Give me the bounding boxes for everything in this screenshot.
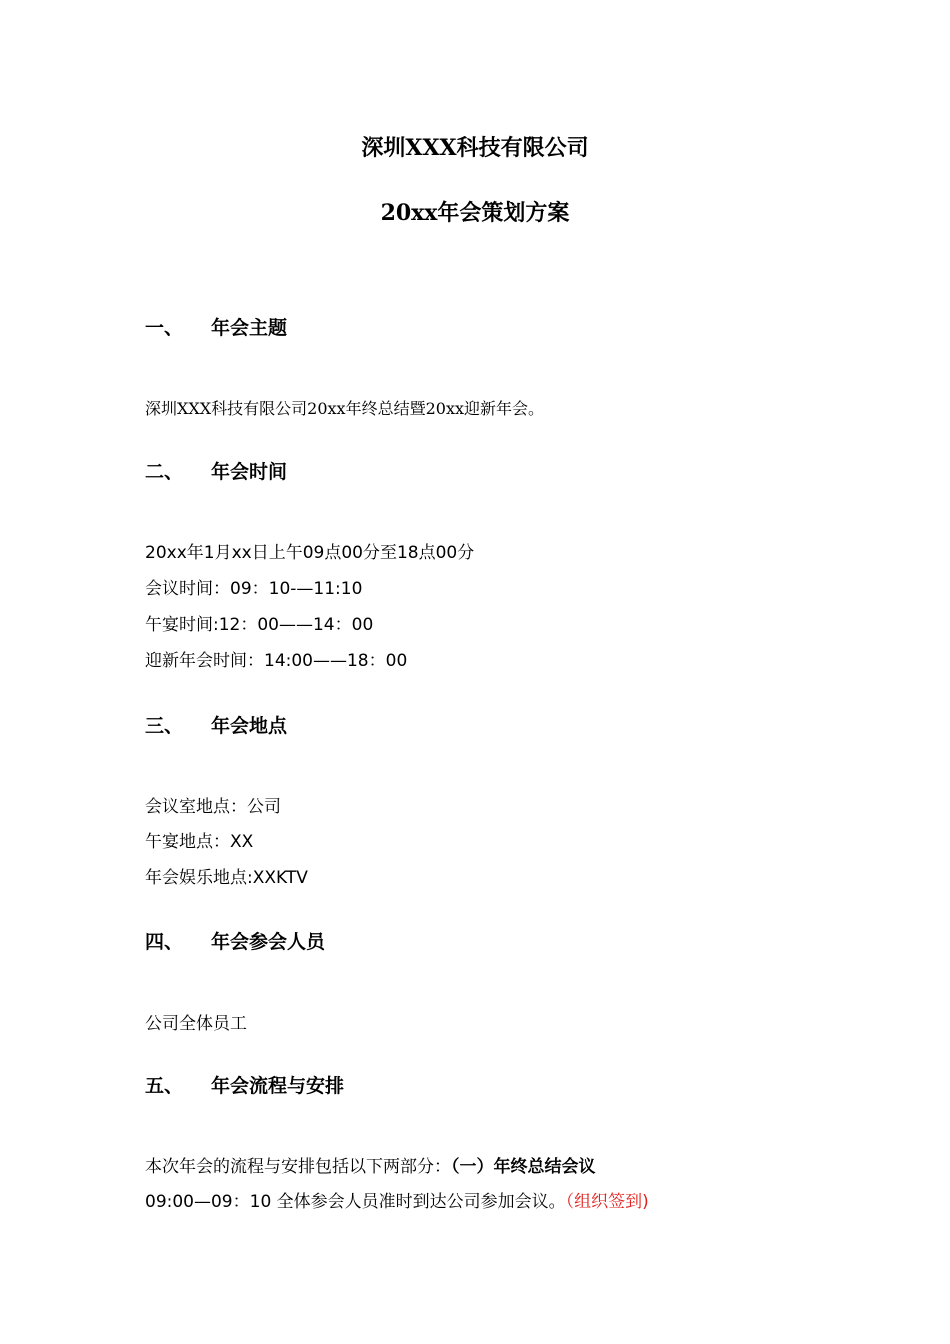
schedule-part-one-title: （一）年终总结会议 [451, 1157, 596, 1177]
section-title: 年会流程与安排 [211, 1075, 345, 1097]
section-heading-attendees [145, 929, 325, 955]
location-line-party: 年会娱乐地点:XXKTV [145, 868, 308, 888]
time-line-party: 迎新年会时间：14:00——18：00 [145, 651, 408, 671]
section-title: 年会参会人员 [211, 931, 326, 953]
time-line-meeting: 会议时间：09：10-—11:10 [145, 579, 363, 599]
time-line-date: 20xx年1月xx日上午09点00分至18点00分 [145, 543, 475, 563]
location-line-lunch: 午宴地点：XX [145, 832, 254, 852]
section-number: 四、 [145, 931, 184, 953]
section-number: 一、 [145, 317, 184, 339]
document-subtitle: 20xx年会策划方案 [380, 200, 570, 226]
schedule-step-text: 09:00—09：10 全体参会人员准时到达公司参加会议。 [145, 1192, 566, 1212]
schedule-step [145, 1190, 649, 1214]
schedule-step-note: （组织签到) [565, 1192, 649, 1212]
document-title: 深圳XXX科技有限公司 [361, 135, 589, 161]
section-number: 五、 [145, 1075, 184, 1097]
section-heading-schedule [145, 1073, 344, 1099]
section-title: 年会时间 [211, 461, 288, 483]
section-number: 二、 [145, 461, 184, 483]
schedule-intro [145, 1155, 596, 1179]
attendees-text: 公司全体员工 [145, 1014, 247, 1034]
section-heading-time [145, 459, 287, 485]
theme-text: 深圳XXX科技有限公司20xx年终总结暨20xx迎新年会。 [145, 399, 544, 418]
location-line-meeting: 会议室地点：公司 [145, 797, 281, 817]
section-heading-theme [145, 315, 287, 341]
time-line-lunch: 午宴时间:12：00——14：00 [145, 615, 374, 635]
section-title: 年会主题 [211, 317, 288, 339]
section-number: 三、 [145, 715, 184, 737]
section-title: 年会地点 [211, 715, 288, 737]
section-heading-location [145, 713, 287, 739]
schedule-intro-text: 本次年会的流程与安排包括以下两部分： [145, 1157, 451, 1177]
